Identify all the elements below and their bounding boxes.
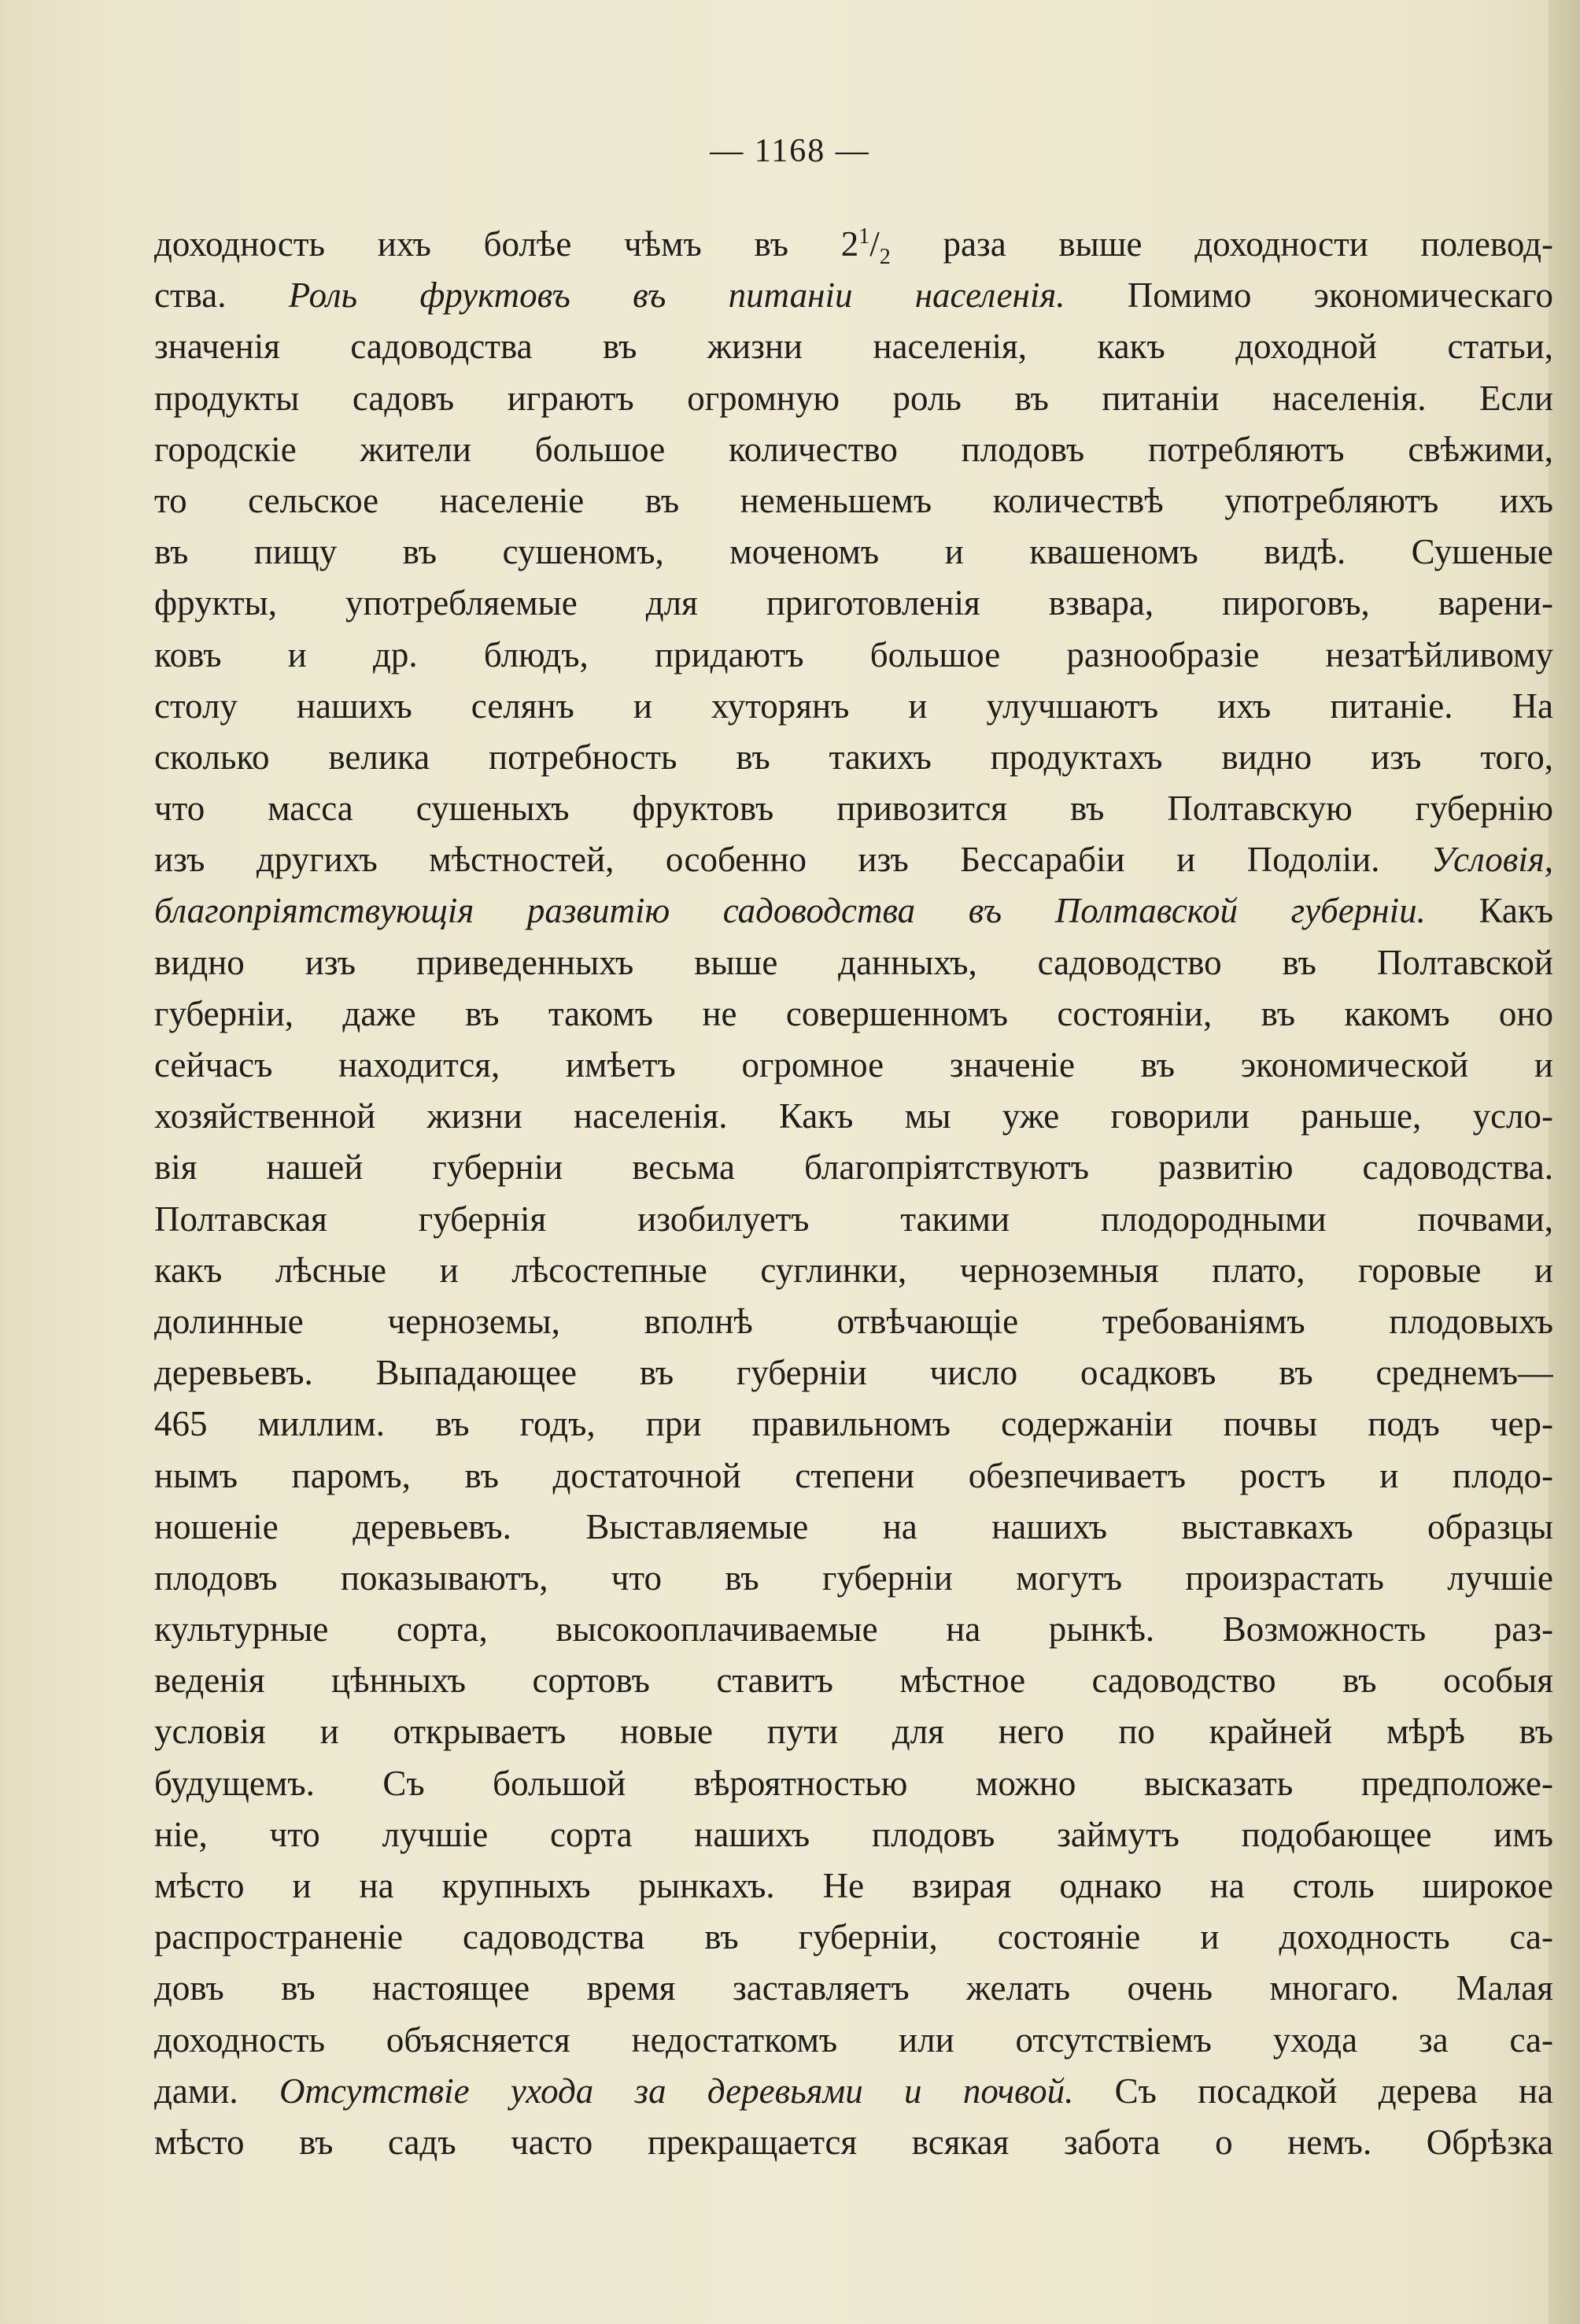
- text-segment: сейчасъ находится, имѣетъ огромное значеніе въ экономической и: [154, 1045, 1553, 1084]
- text-segment: продукты садовъ играютъ огромную роль въ питаніи населенія. Если: [154, 378, 1553, 418]
- text-line: [154, 1963, 1553, 2014]
- text-line: [154, 1347, 1553, 1398]
- text-segment: нымъ паромъ, въ достаточной степени обезпечиваетъ ростъ и плодо-: [154, 1455, 1553, 1495]
- text-segment: раза выше доходности полевод-: [890, 224, 1553, 264]
- text-line: [154, 937, 1553, 988]
- text-line: [154, 475, 1553, 527]
- page-number: — 1168 —: [710, 133, 870, 169]
- text-segment: плодовъ показываютъ, что въ губерніи могутъ произрастать лучшіе: [154, 1557, 1553, 1598]
- text-segment: Помимо экономическаго: [1065, 275, 1553, 316]
- text-segment: сколько велика потребность въ такихъ продуктахъ видно изъ того,: [154, 737, 1553, 777]
- text-segment: ства.: [154, 275, 289, 316]
- text-line: [154, 1040, 1553, 1091]
- text-line: [154, 321, 1553, 372]
- text-segment: городскіе жители большое количество плодовъ потребляютъ свѣжими,: [154, 429, 1553, 469]
- text-line: [154, 1091, 1553, 1142]
- text-line: [154, 1758, 1553, 1809]
- text-line: [154, 1553, 1553, 1604]
- text-segment: то сельское населеніе въ неменьшемъ количествѣ употребляютъ ихъ: [154, 480, 1553, 520]
- text-line: [154, 783, 1553, 834]
- text-segment: изъ другихъ мѣстностей, особенно изъ Бессарабіи и Подоліи.: [154, 840, 1431, 880]
- text-line: [154, 2015, 1553, 2066]
- text-segment: Какъ: [1425, 891, 1553, 931]
- text-line: [154, 1604, 1553, 1655]
- text-segment: культурные сорта, высокооплачиваемые на рынкѣ. Возможность раз-: [154, 1609, 1553, 1650]
- text-segment: мѣсто въ садъ часто прекращается всякая забота о немъ. Обрѣзка: [154, 2122, 1553, 2162]
- text-line: [154, 1142, 1553, 1193]
- text-segment: деревьевъ. Выпадающее въ губерніи число осадковъ въ среднемъ—: [154, 1353, 1553, 1393]
- text-line: [154, 373, 1553, 424]
- text-line: [154, 988, 1553, 1040]
- text-line: [154, 1809, 1553, 1860]
- text-line: [154, 1706, 1553, 1757]
- text-segment: Полтавская губернія изобилуетъ такими плодородными почвами,: [154, 1199, 1553, 1239]
- text-segment: условія и открываетъ новые пути для него по крайней мѣрѣ въ: [154, 1712, 1553, 1752]
- text-line: [154, 1450, 1553, 1502]
- text-segment: ношеніе деревьевъ. Выставляемые на нашихъ выставкахъ образцы: [154, 1506, 1553, 1546]
- italic-heading-segment: Роль фруктовъ въ питаніи населенія.: [288, 275, 1065, 316]
- text-segment: веденія цѣнныхъ сортовъ ставитъ мѣстное садоводство въ особыя: [154, 1661, 1553, 1701]
- text-line: [154, 2066, 1553, 2117]
- text-segment: распространеніе садоводства въ губерніи, состояніе и доходность са-: [154, 1917, 1553, 1957]
- text-segment: мѣсто и на крупныхъ рынкахъ. Не взирая однако на столь широкое: [154, 1866, 1553, 1905]
- text-line: [154, 681, 1553, 732]
- text-segment: что масса сушеныхъ фруктовъ привозится въ Полтавскую губернію: [154, 789, 1553, 829]
- text-line: [154, 834, 1553, 885]
- text-segment: ковъ и др. блюдъ, придаютъ большое разнообразіе незатѣйливому: [154, 634, 1553, 674]
- text-line: [154, 270, 1553, 321]
- text-segment: довъ въ настоящее время заставляетъ желать очень многаго. Малая: [154, 1968, 1553, 2008]
- body-text: [154, 219, 1553, 2168]
- italic-heading-segment: Условія,: [1430, 840, 1553, 880]
- text-line: [154, 219, 1553, 270]
- text-segment: ніе, что лучшіе сорта нашихъ плодовъ займутъ подобающее имъ: [154, 1814, 1553, 1854]
- text-segment: фрукты, употребляемые для приготовленія взвара, пироговъ, варени-: [154, 583, 1553, 623]
- text-segment: столу нашихъ селянъ и хуторянъ и улучшаютъ ихъ питаніе. На: [154, 685, 1553, 726]
- text-line: [154, 1912, 1553, 1963]
- text-segment: долинные черноземы, вполнѣ отвѣчающіе требованіямъ плодовыхъ: [154, 1301, 1553, 1341]
- italic-heading-segment: Отсутствіе ухода за деревьями и почвой.: [279, 2071, 1074, 2111]
- text-segment: вія нашей губерніи весьма благопріятствуютъ развитію садоводства.: [154, 1147, 1553, 1188]
- text-segment: будущемъ. Съ большой вѣроятностью можно высказать предположе-: [154, 1763, 1553, 1803]
- text-line: [154, 2117, 1553, 2168]
- text-line: [154, 1245, 1553, 1296]
- text-line: [154, 1655, 1553, 1706]
- page-edge-shadow: [1549, 0, 1580, 2324]
- text-line: [154, 630, 1553, 681]
- text-line: [154, 424, 1553, 475]
- text-line: [154, 527, 1553, 578]
- text-line: [154, 1398, 1553, 1450]
- text-segment: какъ лѣсные и лѣсостепные суглинки, черноземныя плато, горовые и: [154, 1250, 1553, 1290]
- text-line: [154, 1860, 1553, 1912]
- text-segment: губерніи, даже въ такомъ не совершенномъ состояніи, въ какомъ оно: [154, 993, 1553, 1033]
- text-line: [154, 578, 1553, 629]
- text-line: [154, 885, 1553, 937]
- text-line: [154, 732, 1553, 783]
- text-line: [154, 1194, 1553, 1245]
- text-segment: 465 миллим. въ годъ, при правильномъ содержаніи почвы подъ чер-: [154, 1404, 1553, 1444]
- text-line: [154, 1502, 1553, 1553]
- italic-heading-segment: благопріятствующія развитію садоводства въ Полтавской губерніи.: [154, 891, 1426, 931]
- text-segment: 2: [879, 245, 891, 269]
- text-segment: хозяйственной жизни населенія. Какъ мы уже говорили раньше, усло-: [154, 1096, 1553, 1136]
- text-segment: Съ посадкой дерева на: [1073, 2071, 1553, 2111]
- text-segment: дами.: [154, 2071, 279, 2111]
- text-segment: доходность объясняется недостаткомъ или отсутствіемъ ухода за са-: [154, 2019, 1553, 2060]
- text-segment: 1: [858, 224, 870, 249]
- text-segment: въ пищу въ сушеномъ, моченомъ и квашеномъ видѣ. Сушеные: [154, 532, 1553, 572]
- text-segment: доходность ихъ болѣе чѣмъ въ 2: [154, 224, 859, 264]
- text-segment: видно изъ приведенныхъ выше данныхъ, садоводство въ Полтавской: [154, 942, 1553, 982]
- text-line: [154, 1296, 1553, 1347]
- text-segment: /: [869, 224, 880, 264]
- text-segment: значенія садоводства въ жизни населенія, какъ доходной статьи,: [154, 327, 1553, 367]
